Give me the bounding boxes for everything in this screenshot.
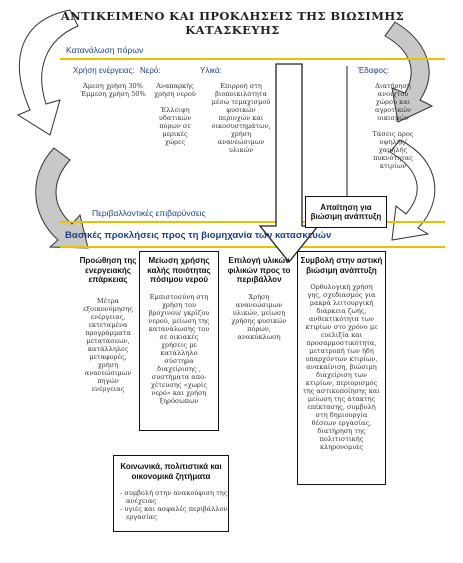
challenge-urban-line: κληρονομιάς (319, 443, 364, 451)
energy-line: Έμμεση χρήση 50% (80, 90, 146, 98)
challenge-energy-head: Προώθηση της ενεργειακής επάρκειας (79, 256, 137, 284)
soil-line: υψηλής/ (379, 138, 407, 146)
challenge-water-line: χρήση του (162, 300, 196, 309)
materials-line: περιοχών και (218, 114, 264, 122)
challenge-urban-line: μακρά λειτουργική (309, 299, 374, 307)
challenge-energy-line: Μέτρα (96, 296, 120, 305)
challenge-urban-line: ανθεκτικότητα των (308, 315, 375, 323)
challenge-energy-line: εξοικονόμησης (82, 304, 134, 313)
challenge-water-line: ξηρόσωπων (159, 396, 199, 405)
materials-line: υλικών (228, 146, 254, 154)
soil-line: χαμηλής (378, 146, 408, 154)
materials-head: Υλικά: (200, 66, 222, 75)
page-title: ΑΝΤΙΚΕΙΜΕΝΟ ΚΑΙ ΠΡΟΚΛΗΣΕΙΣ ΤΗΣ ΒΙΩΣΙΜΗΣ ΚΑΤΑΣΚΕΥΗΣ (60, 9, 405, 37)
soil-line: ανοιχτού (377, 90, 409, 98)
challenge-water-line: νερό» και χρήση (151, 388, 207, 397)
water-line: μερικές (162, 130, 188, 138)
materials-line: μέσω τεμαχισμού (211, 98, 271, 106)
challenge-water-line: σε οικιακές (159, 332, 199, 341)
divider-top (60, 58, 445, 60)
challenge-energy-line: ενέργειας, (90, 312, 126, 321)
soil-line: κτιρίων (379, 162, 407, 170)
challenge-urban-line: μείωση της άτακτης (307, 395, 376, 403)
soil-text (358, 82, 428, 170)
divider-middle (60, 221, 445, 223)
challenge-urban-text (298, 283, 385, 451)
social-line: - υγιές και ασφαλές περιβάλλον (120, 505, 228, 513)
consumption-heading: Κατανάλωση πόρων (66, 45, 144, 55)
challenge-urban-line: επέκτασης, συμβολή (307, 403, 376, 411)
challenge-energy-line: κατάλληλες (87, 344, 129, 353)
challenge-water-line: Εμπιστοσύνη στη (149, 292, 209, 301)
challenge-water-head: Μείωση χρήσης καλής ποιότητας πόσιμου νερού (147, 256, 211, 284)
water-line: Έλλειψη (160, 106, 190, 114)
challenge-water-box (139, 251, 219, 431)
energy-line: Άμεση χρήση 30% (82, 82, 144, 90)
challenge-water-line: βρόχινου/ γκρίζου (148, 308, 210, 317)
water-line: πόρων σε (159, 122, 191, 130)
energy-head: Χρήση ενέργειας: (73, 66, 135, 75)
challenge-energy (76, 256, 140, 393)
soil-line: αγροτικών (375, 106, 411, 114)
challenge-water-line: συστήματα απο- (151, 372, 207, 381)
challenge-urban-line: διάρκεια ζωής, (316, 307, 367, 315)
materials-text (200, 82, 282, 154)
challenge-energy-line: πηγών (97, 376, 119, 385)
social-line: - συμβολή στην ανακούφιση της (120, 489, 228, 497)
challenge-energy-line: μετατάσεων, (86, 336, 130, 345)
challenge-urban-line: πολιτιστικής (319, 435, 364, 443)
materials-line: Επιρροή στη (220, 82, 262, 90)
challenge-energy-line: προγράμματα (85, 328, 131, 337)
challenge-materials-line: Χρήση (248, 292, 270, 301)
challenge-urban-line: ευελιξία και (320, 331, 363, 339)
challenge-materials-line: χρήσης φυσικών (231, 316, 287, 325)
challenge-water-line: κατανάλωσης του (148, 324, 210, 333)
challenge-urban-line: στη δημιουργία (315, 411, 368, 419)
soil-head: Έδαφος: (358, 66, 390, 75)
challenge-urban-line: προσαρμοστικότητα, (306, 339, 377, 347)
challenge-urban-line: διαχείριση των (315, 371, 368, 379)
soil-line: οικισμών (377, 114, 409, 122)
environmental-burdens-label: Περιβαλλοντικές επιβαρύνσεις (92, 208, 206, 218)
challenge-water-line: νερού, μείωση της (148, 316, 210, 325)
challenge-materials-line: ανακύκλωση (237, 332, 281, 341)
challenge-materials-line: υλικών, μείωση (232, 308, 286, 317)
challenge-energy-line: ενέργειας (91, 384, 125, 393)
social-text (120, 489, 228, 521)
water-line: χρήση νερού (154, 90, 196, 98)
challenge-materials-head: Επιλογή υλικών φιλικών προς το περιβάλλον (227, 256, 291, 284)
challenge-urban-line: υπαρχόντων κτιρίων, (305, 355, 378, 363)
challenge-urban-line: μετατροπή των ήδη (309, 347, 374, 355)
challenge-materials-line: πόρων, (247, 324, 271, 333)
challenge-urban-line: διατήρηση της (317, 427, 366, 435)
challenges-heading: Βασικές προκλήσεις προς τη βιομηχανία των κατασκευών (65, 230, 332, 241)
challenge-urban-box (297, 251, 386, 485)
water-head: Νερό: (140, 66, 161, 75)
water-line: υδατικών (158, 114, 192, 122)
soil-line: χώρου και (375, 98, 411, 106)
challenge-water-text (140, 293, 218, 405)
challenge-urban-line: ανακαίνιση, βιώσιμη (306, 363, 377, 371)
challenge-water-line: χρήσεις με (161, 340, 197, 349)
challenge-materials (226, 256, 292, 341)
challenge-urban-line: θέσεων εργασίας, (311, 419, 372, 427)
challenge-energy-line: ανανεώσιμων (84, 368, 132, 377)
materials-line: φυσικών (226, 106, 256, 114)
soil-line (358, 122, 428, 130)
soil-column (358, 66, 428, 170)
sustainable-demand-box (305, 196, 387, 228)
challenge-water-line: διαχείρισης , (157, 364, 201, 373)
soil-line: πυκνότητας (373, 154, 413, 162)
challenge-water-line: κατάλληλο (160, 348, 198, 357)
challenge-urban-line: κτιρίων στο χρόνο με (305, 323, 378, 331)
sustainable-demand-label: Απαίτηση για βιώσιμη ανάπτυξη (310, 202, 382, 221)
social-head: Κοινωνικά, πολιτιστικά και οικονομικά ζητήματα (120, 462, 222, 481)
social-line: ανέχειας (126, 497, 157, 505)
soil-line: Τάσεις προς (372, 130, 414, 138)
challenge-urban-head: Συμβολή στην αστική βιώσιμη ανάπτυξη (300, 256, 383, 275)
challenge-urban-line: Ορθολογική χρήση (310, 283, 373, 291)
challenge-urban-line: της αστικοποίησης και (303, 387, 380, 395)
challenge-water-line: χέτευσης «χωρίς (150, 380, 208, 389)
social-box (113, 455, 229, 532)
materials-line: ανανεώσιμων (217, 138, 265, 146)
materials-line: βιοποικιλότητα (215, 90, 267, 98)
materials-line: οικοσυστημάτων, (211, 122, 271, 130)
challenge-materials-line: ανανεώσιμων (235, 300, 283, 309)
challenge-energy-line: εκτεταμένα (88, 320, 128, 329)
materials-column (200, 66, 282, 154)
water-line: χώρες (164, 138, 186, 146)
challenge-urban-line: κτιρίων, περιορισμός (305, 379, 378, 387)
challenge-materials-text (226, 293, 292, 341)
challenge-urban-line: γης, σχεδιασμός για (307, 291, 376, 299)
challenge-energy-line: χρήση (97, 360, 119, 369)
challenge-energy-line: μεταφορές, (89, 352, 127, 361)
challenge-water-line: σύστημα (164, 356, 194, 365)
social-line: εργασίας (126, 513, 157, 521)
water-line: Αναπαρκής (156, 82, 194, 90)
divider-challenges (60, 246, 445, 248)
materials-line: χρήση (230, 130, 252, 138)
soil-line: Διατήρηση (375, 82, 411, 90)
challenge-energy-text (76, 297, 140, 393)
